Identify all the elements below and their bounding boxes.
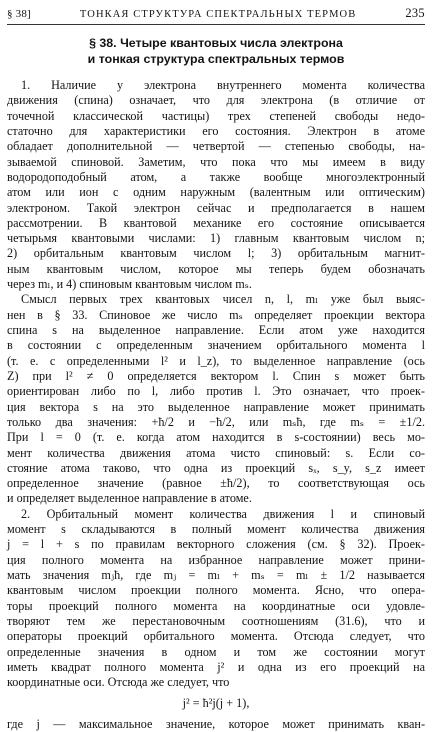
text-line: j = l + s по правилам векторного сложения (см. § 32). Проек- [7, 537, 425, 552]
running-title: ТОНКАЯ СТРУКТУРА СПЕКТРАЛЬНЫХ ТЕРМОВ [79, 9, 357, 20]
text-line: рассмотрении. В квантовой механике его состояние описывается [7, 215, 425, 230]
text-line: стояние атома таково, что одна из проекций sₓ, s_y, s_z имеет [7, 460, 425, 475]
text-line: движения (спина) означает, что для электрона (в отличие от [7, 93, 425, 108]
text-line: только два значения: +ħ/2 и −ħ/2, или mₛħ, где mₛ = ±1/2. [7, 414, 425, 429]
text-line: нен в § 33. Спиновое же число mₛ определяет проекции вектора [7, 307, 425, 322]
text-line: квантовым числом проекции полного момента. Ясно, что опера- [7, 583, 425, 598]
text-line: Z) при l² ≠ 0 определяется вектором l. Спин s может быть [7, 368, 425, 383]
formula: j² = ħ²j(j + 1), [182, 695, 250, 710]
section-reference: § 38] [7, 8, 31, 20]
text-line: момент s складываются в полный момент количества движения [7, 522, 425, 537]
text-line: ция полного момента на избранное направление может прини- [7, 552, 425, 567]
text-line: водородоподобный атом, а также вообще многоэлектронный [7, 169, 425, 184]
text-line: ция вектора s на это выделенное направление может принимать [7, 399, 425, 414]
running-header [7, 7, 425, 21]
section-heading-line-2: и тонкая структура спектральных термов [87, 51, 345, 66]
text-line: 1. Наличие у электрона внутреннего момента количества [21, 78, 425, 92]
paragraph-2 [7, 292, 425, 506]
text-line: зываемой спиновой. Заметим, что пока что мы имеем в виду [7, 154, 425, 169]
text-line: творяют тем же перестановочным соотношениям (31.6), что и [7, 613, 425, 628]
text-line: операторы проекций орбитального момента. Отсюда следует, что [7, 629, 425, 644]
text-line: обладает дополнительной — четвертой — степенью свободы, на- [7, 139, 425, 154]
paragraph-3 [7, 507, 425, 732]
text-line: определенные значения в одном и том же состоянии могут [7, 644, 425, 659]
text-line: мать значения mⱼħ, где mⱼ = mₗ + mₛ = mₗ ± 1/2 называется [7, 568, 425, 582]
text-line: При l = 0 (т. е. когда атом находится в s-состоянии) весь мо- [7, 430, 425, 445]
text-line: статочно для характеристики его состояния. Электрон в атоме [7, 123, 425, 138]
text-line: Смысл первых трех квантовых чисел n, l, mₗ уже был выяс- [21, 292, 425, 307]
text-line: ным квантовым числом, которое мы теперь будем обозначать [7, 261, 425, 276]
text-line: атом или ион с одним наружным (валентным или оптическим) [7, 185, 425, 200]
text-line: торы проекций полного момента на координатные оси удовле- [7, 598, 425, 613]
header-rule [7, 24, 425, 25]
text-line: иметь квадрат полного момента j² и одна из его проекций на [7, 659, 425, 674]
text-line: в состоянии с определенным значением орбитального момента l [7, 338, 425, 353]
page-number: 235 [405, 6, 425, 20]
text-line: четырьмя квантовыми числами: 1) главным квантовым числом n; [7, 231, 425, 246]
text-line: 2. Орбитальный момент количества движения l и спиновый [21, 506, 425, 521]
text-line: 2) орбитальным квантовым числом l; 3) орбитальным магнит- [7, 246, 425, 261]
text-line: (т. е. с определенными l² и l_z), то выделенное направление (ось [7, 353, 425, 368]
paragraph-1 [7, 78, 425, 292]
text-line: спина s на выделенное направление. Если атом уже находится [7, 323, 425, 337]
section-heading-line-1: § 38. Четыре квантовых числа электрона [89, 36, 343, 50]
text-line: и определяет выделенное направление в атоме. [7, 491, 252, 506]
text-line: координатные оси. Отсюда же следует, что [7, 675, 230, 690]
text-line: мент количества движения атома чисто спиновый: s. Если со- [7, 445, 425, 460]
text-line: точечной классической частицы) трех степеней свободы недо- [7, 108, 425, 123]
text-line: электроном. Такой электрон сейчас и предполагается в нашем [7, 200, 425, 215]
text-line: ориентирован либо по l, либо против l. Это означает, что проек- [7, 384, 425, 399]
text-line: через mₗ, и 4) спиновым квантовым числом mₛ. [7, 277, 252, 292]
text-line: определенное значение (равное ±ħ/2), то соответствующая ось [7, 476, 425, 491]
text-line: где j — максимальное значение, которое может принимать кван- [7, 716, 425, 731]
section-heading [7, 36, 425, 67]
